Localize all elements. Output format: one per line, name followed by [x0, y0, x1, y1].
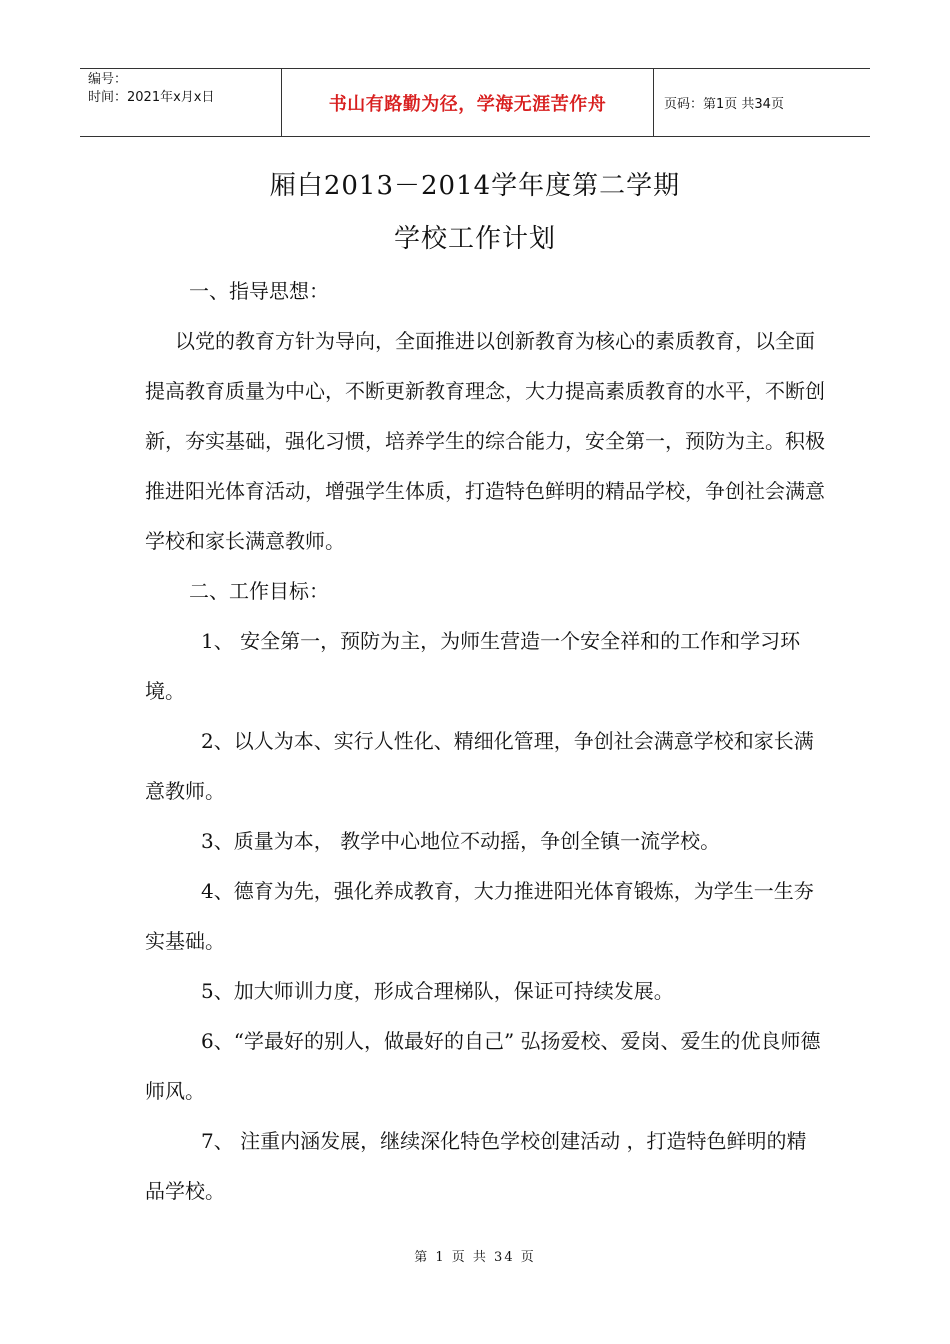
- header-page-info-cell: [654, 69, 870, 136]
- goal-item-4: 4、德育为先，强化养成教育，大力推进阳光体育锻炼，为学生一生夯实基础。: [145, 879, 814, 953]
- time-label: 时间：2021年x月x日: [88, 90, 215, 105]
- document-body: [145, 266, 825, 1216]
- goal-item-1: 1、 安全第一，预防为主，为师生营造一个安全祥和的工作和学习环境。: [145, 629, 801, 703]
- goal-item-6: 6、“学最好的别人，做最好的自己” 弘扬爱校、爱岗、爱生的优良师德师风。: [145, 1029, 821, 1103]
- goal-item-2: 2、以人为本、实行人性化、精细化管理，争创社会满意学校和家长满意教师。: [145, 729, 814, 803]
- header-motto-cell: [281, 69, 654, 136]
- section-1-paragraph: 以党的教育方针为导向，全面推进以创新教育为核心的素质教育，以全面提高教育质量为中心，不断更新教育理念，大力提高素质教育的水平，不断创新，夯实基础，强化习惯，培养学生的综合能力，安全第一，预防为主。积极推进阳光体育活动，增强学生体质，打造特色鲜明的精品学校，争创社会满意学校和家长满意教师。: [145, 329, 825, 553]
- page-info: 页码：第1页 共34页: [664, 97, 784, 112]
- header-meta: [80, 69, 281, 136]
- section-1-heading: 一、指导思想：: [189, 279, 329, 303]
- section-2-heading: 二、工作目标：: [189, 579, 329, 603]
- document-header: [80, 68, 870, 137]
- title-line-2: 学校工作计划: [393, 224, 556, 254]
- title-line-1: 厢白2013－2014学年度第二学期: [269, 171, 681, 201]
- goal-item-5: 5、加大师训力度，形成合理梯队，保证可持续发展。: [201, 979, 674, 1003]
- goal-item-3: 3、质量为本， 教学中心地位不动摇，争创全镇一流学校。: [201, 829, 721, 853]
- page-footer: 第 1 页 共 34 页: [414, 1250, 536, 1265]
- motto: 书山有路勤为径，学海无涯苦作舟: [328, 93, 607, 115]
- number-label: 编号：: [88, 72, 128, 87]
- goal-item-7: 7、 注重内涵发展，继续深化特色学校创建活动 ，打造特色鲜明的精品学校。: [145, 1129, 807, 1203]
